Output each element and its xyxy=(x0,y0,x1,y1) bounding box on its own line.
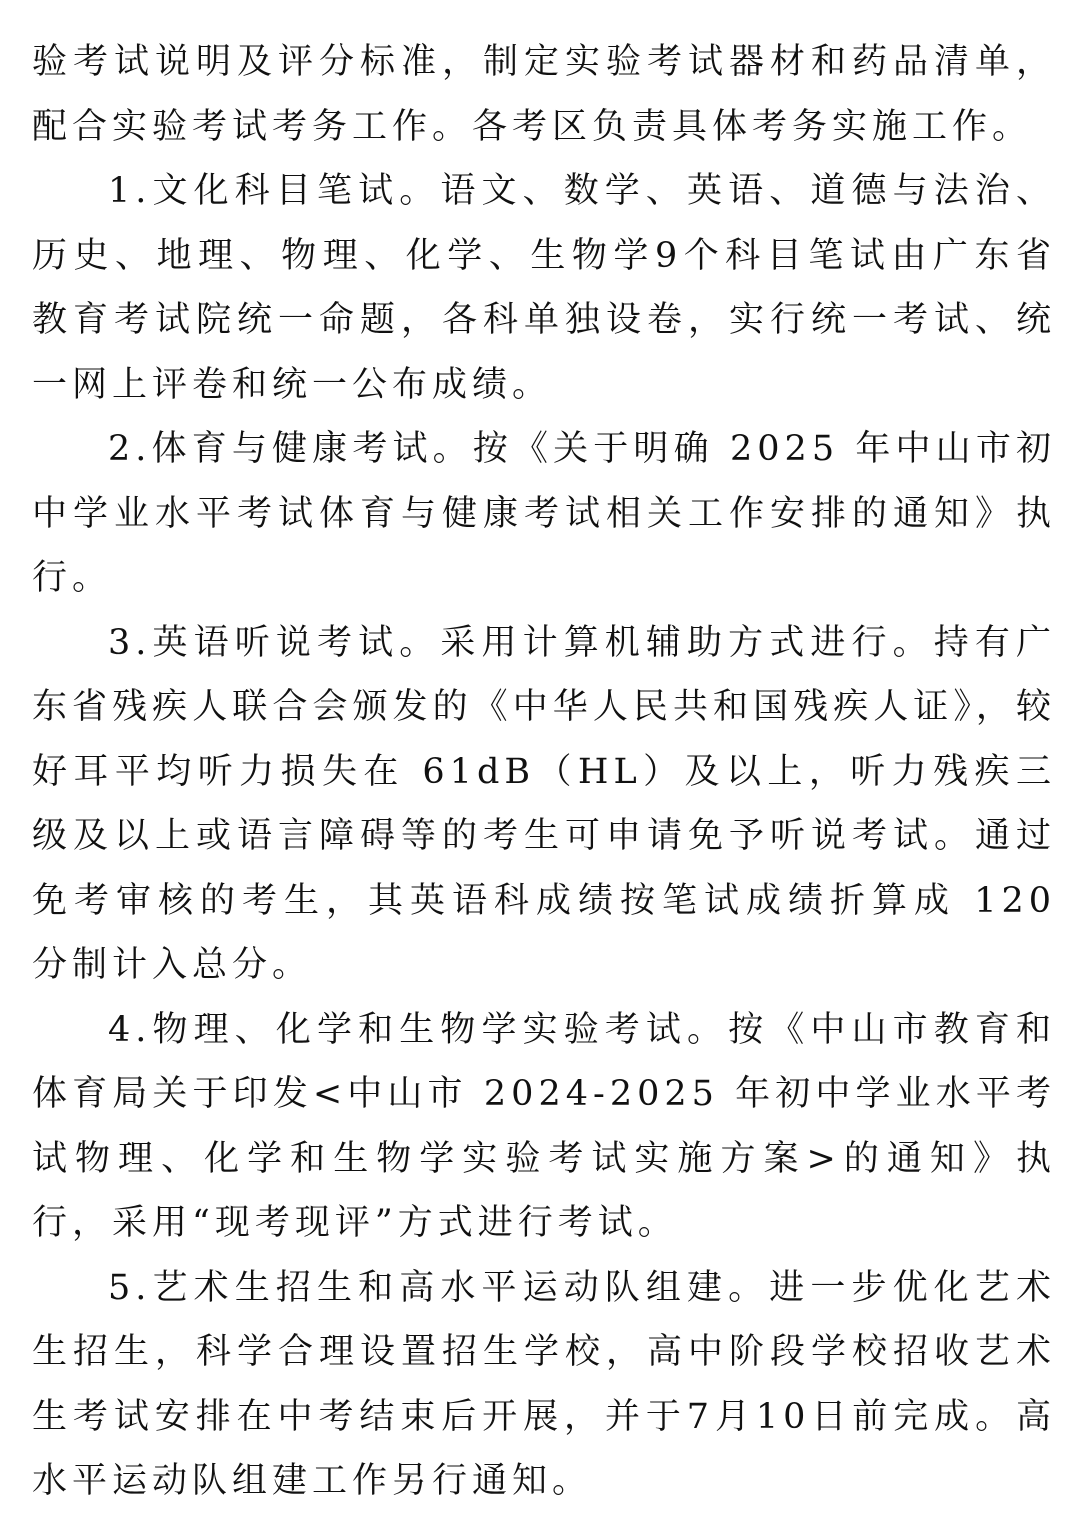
paragraph-english-oral-exam: 3.英语听说考试。采用计算机辅助方式进行。持有广东省残疾人联合会颁发的《中华人民共和国残疾人证》，较好耳平均听力损失在 61dB（HL）及以上，听力残疾三级及以上或语言障碍等的考生可申请免予听说考试。通过免考审核的考生，其英语科成绩按笔试成绩折算成 120 分制计入总分。 xyxy=(32,622,1056,985)
paragraph-pe-exam: 2.体育与健康考试。按《关于明确 2025 年中山市初中学业水平考试体育与健康考试相关工作安排的通知》执行。 xyxy=(32,429,1056,598)
paragraph-continuation: 验考试说明及评分标准，制定实验考试器材和药品清单，配合实验考试考务工作。各考区负责具体考务实施工作。 xyxy=(32,42,1056,147)
paragraph-lab-exam: 4.物理、化学和生物学实验考试。按《中山市教育和体育局关于印发<中山市 2024-2025 年初中学业水平考试物理、化学和生物学实验考试实施方案>的通知》执行，采用“现考现评”方式进行考试。 xyxy=(32,1009,1056,1243)
document-page xyxy=(32,30,1056,1514)
paragraph-art-sports-admission: 5.艺术生招生和高水平运动队组建。进一步优化艺术生招生，科学合理设置招生学校，高中阶段学校招收艺术生考试安排在中考结束后开展，并于7月10日前完成。高水平运动队组建工作另行通知。 xyxy=(32,1267,1056,1501)
paragraph-written-exam: 1.文化科目笔试。语文、数学、英语、道德与法治、历史、地理、物理、化学、生物学9个科目笔试由广东省教育考试院统一命题，各科单独设卷，实行统一考试、统一网上评卷和统一公布成绩。 xyxy=(32,171,1056,405)
